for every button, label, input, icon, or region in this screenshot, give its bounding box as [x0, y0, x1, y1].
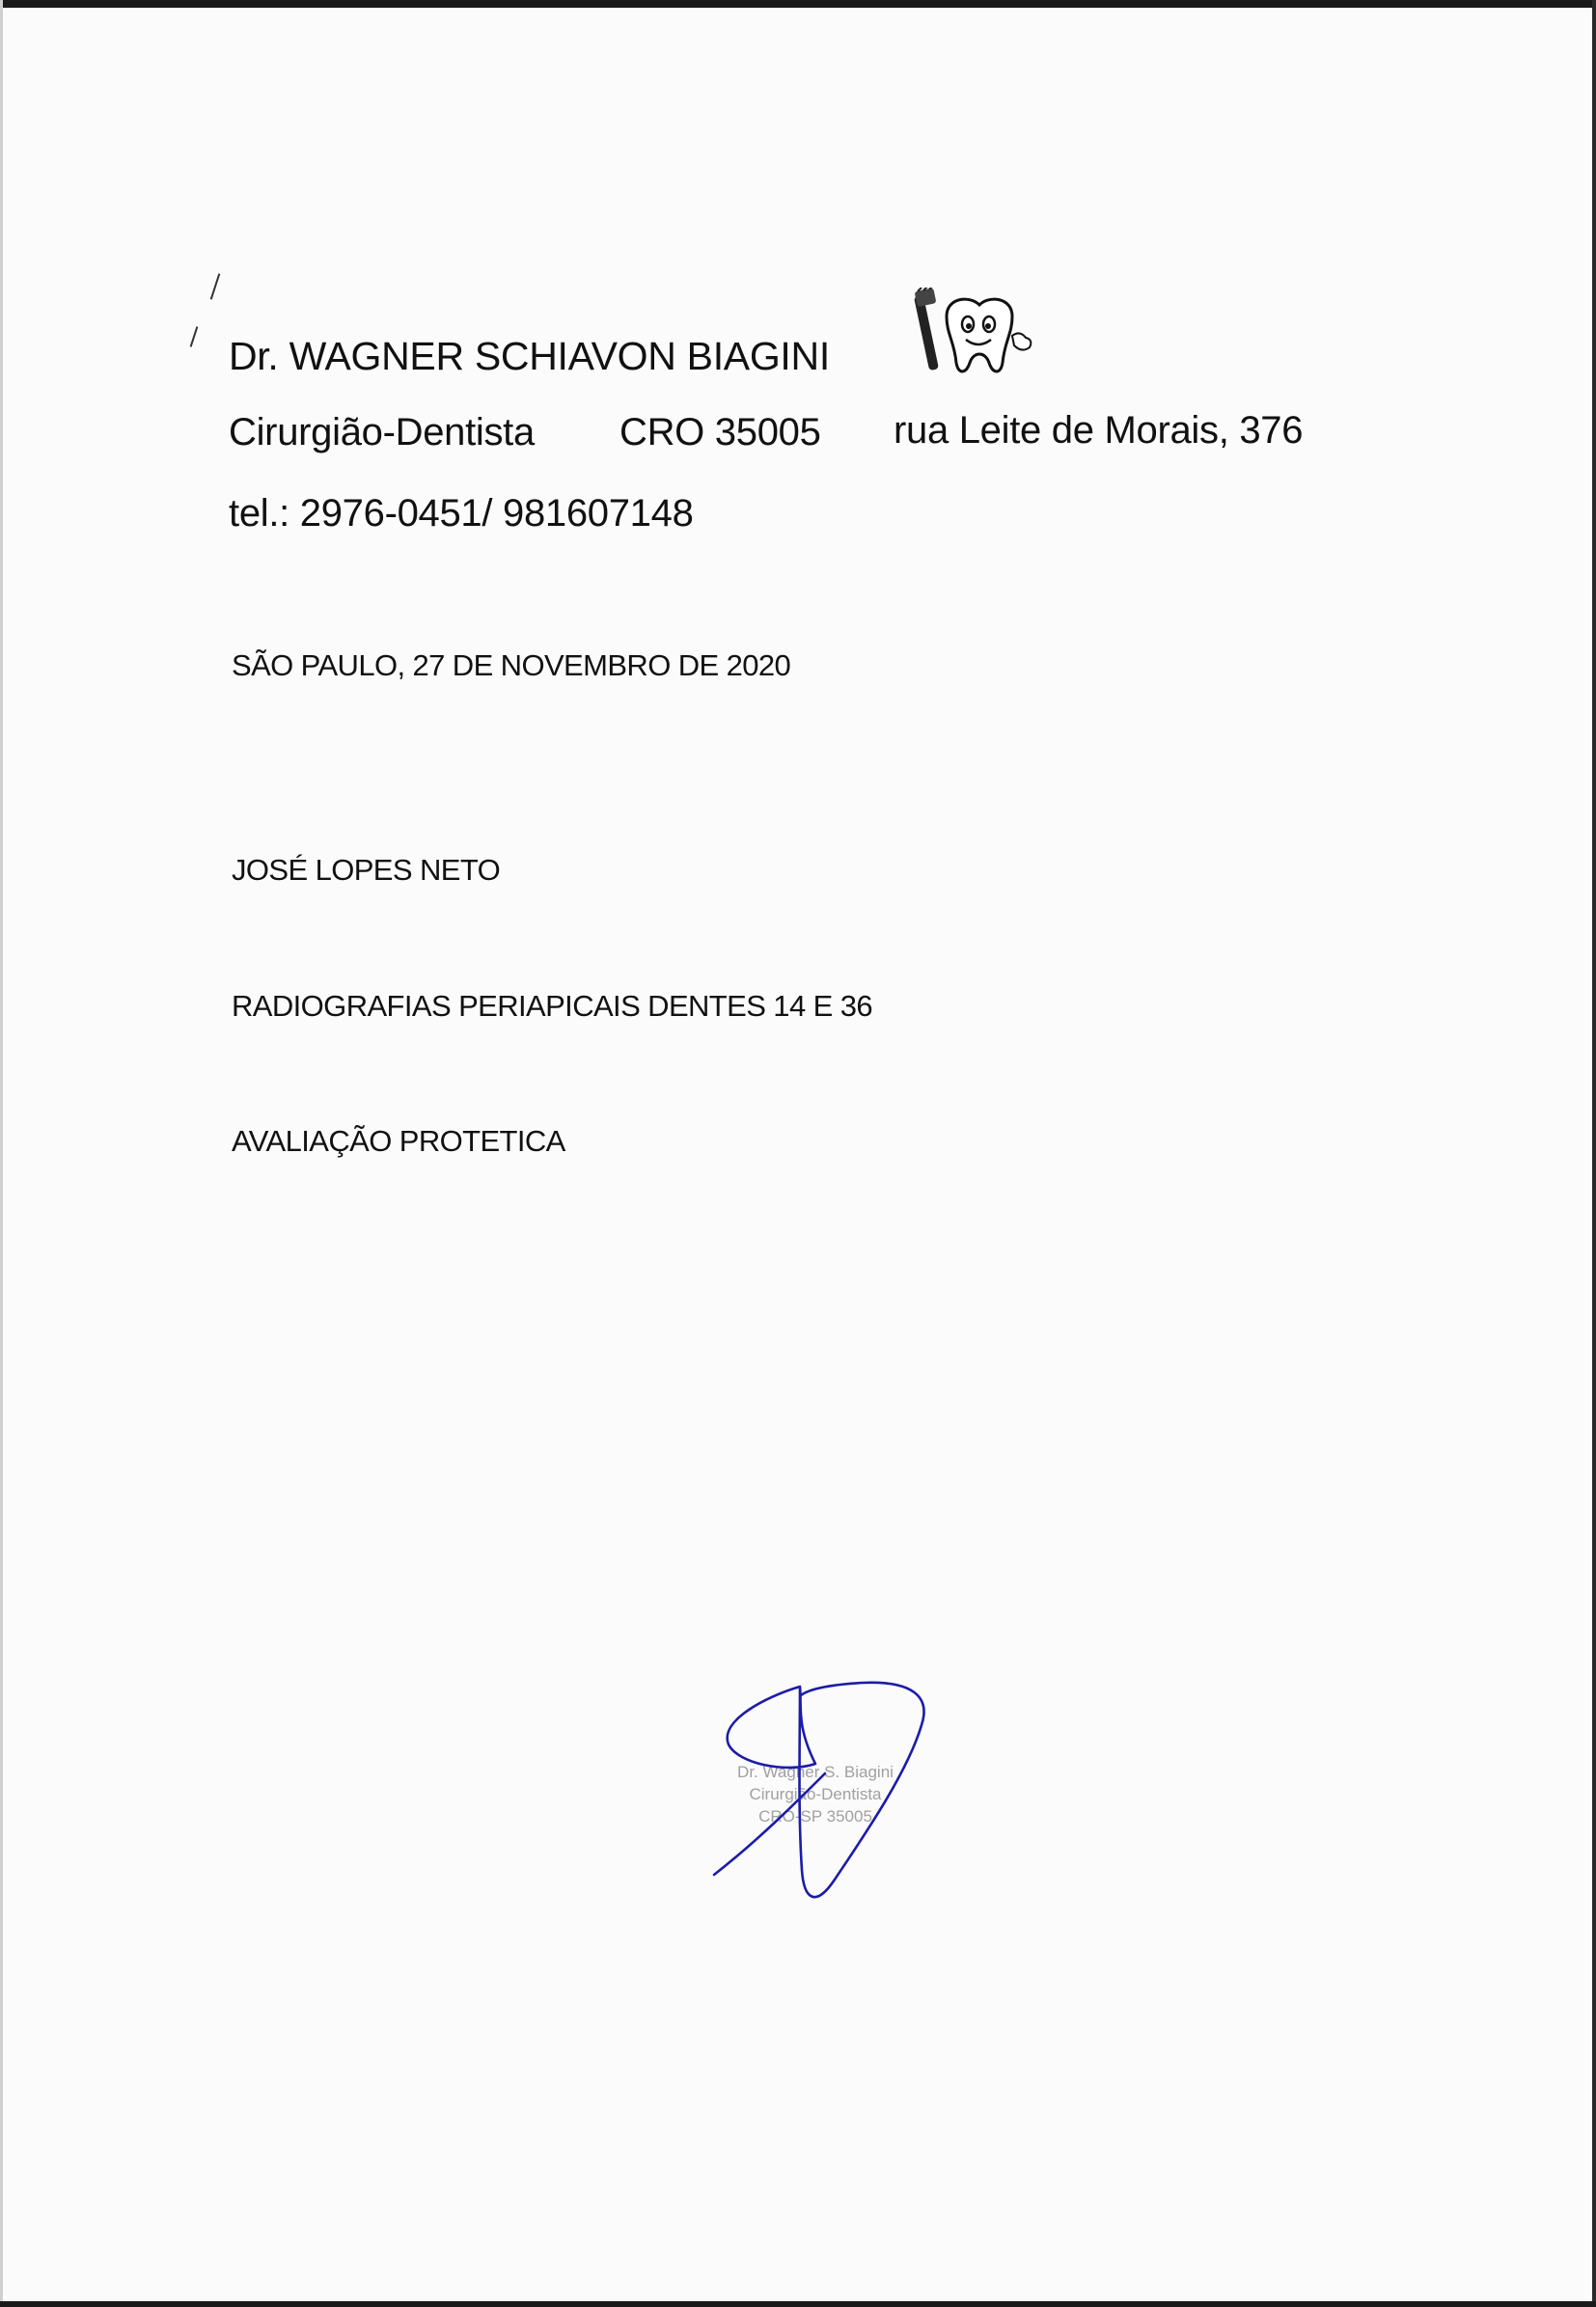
evaluation-request: AVALIAÇÃO PROTETICA — [232, 1124, 565, 1158]
stamp-line: Cirurgião-Dentista — [749, 1785, 882, 1803]
doctor-name: Dr. WAGNER SCHIAVON BIAGINI — [229, 334, 830, 378]
scan-border-top — [0, 0, 1596, 8]
address: rua Leite de Morais, 376 — [894, 409, 1304, 452]
scan-border-right — [1592, 0, 1596, 2307]
stamp-line: Dr. Wagner S. Biagini — [737, 1763, 894, 1781]
profession: Cirurgião-Dentista — [229, 411, 535, 453]
tooth-with-toothbrush-icon — [912, 288, 1037, 378]
scan-border-bottom — [0, 2301, 1596, 2307]
patient-name: JOSÉ LOPES NETO — [232, 853, 501, 887]
phone: tel.: 2976-0451/ 981607148 — [229, 492, 694, 535]
cro-number: CRO 35005 — [619, 411, 821, 453]
exam-request: RADIOGRAFIAS PERIAPICAIS DENTES 14 E 36 — [232, 989, 872, 1023]
document-date: SÃO PAULO, 27 DE NOVEMBRO DE 2020 — [232, 648, 791, 682]
margin-mark — [210, 273, 221, 299]
handwritten-signature — [709, 1667, 941, 1909]
stamp-line: CRO-SP 35005 — [758, 1807, 872, 1826]
margin-mark — [190, 326, 199, 347]
scan-border-left — [0, 0, 3, 2307]
